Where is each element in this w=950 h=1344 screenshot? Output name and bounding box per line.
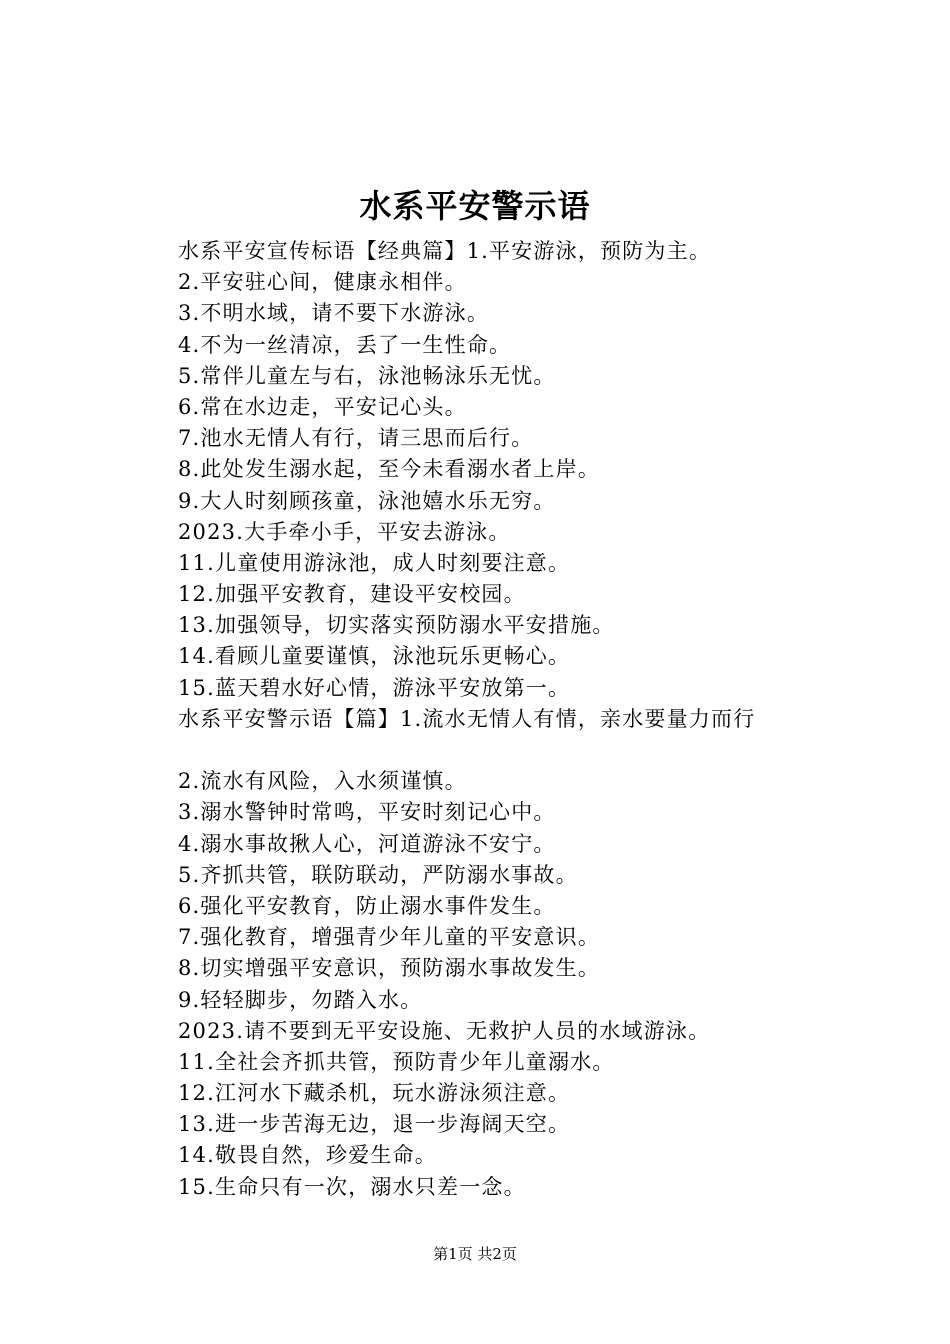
text-line: 水系平安宣传标语【经典篇】1.平安游泳，预防为主。	[178, 239, 712, 263]
text-line: 2023.请不要到无平安设施、无救护人员的水域游泳。	[178, 1018, 711, 1043]
text-line: 2.流水有风险，入水须谨慎。	[178, 769, 467, 794]
text-line: 7.池水无情人有行，请三思而后行。	[178, 426, 534, 451]
text-line: 15.蓝天碧水好心情，游泳平安放第一。	[178, 675, 571, 700]
page-title: 水系平安警示语	[359, 187, 591, 225]
text-line: 6.常在水边走，平安记心头。	[178, 394, 467, 419]
text-line: 14.看顾儿童要谨慎，泳池玩乐更畅心。	[178, 644, 571, 669]
text-line: 4.不为一丝清凉，丢了一生性命。	[178, 332, 512, 357]
text-line: 8.此处发生溺水起，至今未看溺水者上岸。	[178, 457, 601, 482]
text-line: 9.大人时刻顾孩童，泳池嬉水乐无穷。	[178, 488, 556, 513]
text-line: 8.切实增强平安意识，预防溺水事故发生。	[178, 956, 601, 981]
text-line: 5.齐抓共管，联防联动，严防溺水事故。	[178, 862, 578, 887]
document-body	[178, 236, 878, 1203]
text-line: 4.溺水事故揪人心，河道游泳不安宁。	[178, 831, 556, 856]
text-line: 7.强化教育，增强青少年儿童的平安意识。	[178, 925, 601, 950]
text-line: 13.进一步苦海无边，退一步海阔天空。	[178, 1112, 571, 1137]
text-line: 2.平安驻心间，健康永相伴。	[178, 270, 467, 295]
text-line: 12.加强平安教育，建设平安校园。	[178, 582, 526, 607]
page-number-footer: 第1页 共2页	[433, 1245, 517, 1263]
text-line: 14.敬畏自然，珍爱生命。	[178, 1143, 437, 1168]
blank-line	[178, 735, 878, 766]
text-line: 3.溺水警钟时常鸣，平安时刻记心中。	[178, 800, 556, 825]
text-line: 13.加强领导，切实落实预防溺水平安措施。	[178, 613, 615, 638]
text-line: 6.强化平安教育，防止溺水事件发生。	[178, 893, 556, 918]
text-line: 3.不明水域，请不要下水游泳。	[178, 301, 490, 326]
text-line: 11.儿童使用游泳池，成人时刻要注意。	[178, 550, 571, 575]
text-line: 11.全社会齐抓共管，预防青少年儿童溺水。	[178, 1049, 615, 1074]
text-line: 5.常伴儿童左与右，泳池畅泳乐无忧。	[178, 363, 556, 388]
text-line: 15.生命只有一次，溺水只差一念。	[178, 1174, 526, 1199]
text-line: 9.轻轻脚步，勿踏入水。	[178, 987, 423, 1012]
text-line: 水系平安警示语【篇】1.流水无情人有情，亲水要量力而行	[178, 706, 756, 731]
text-line: 2023.大手牵小手，平安去游泳。	[178, 519, 511, 544]
text-line: 12.江河水下藏杀机，玩水游泳须注意。	[178, 1081, 571, 1106]
